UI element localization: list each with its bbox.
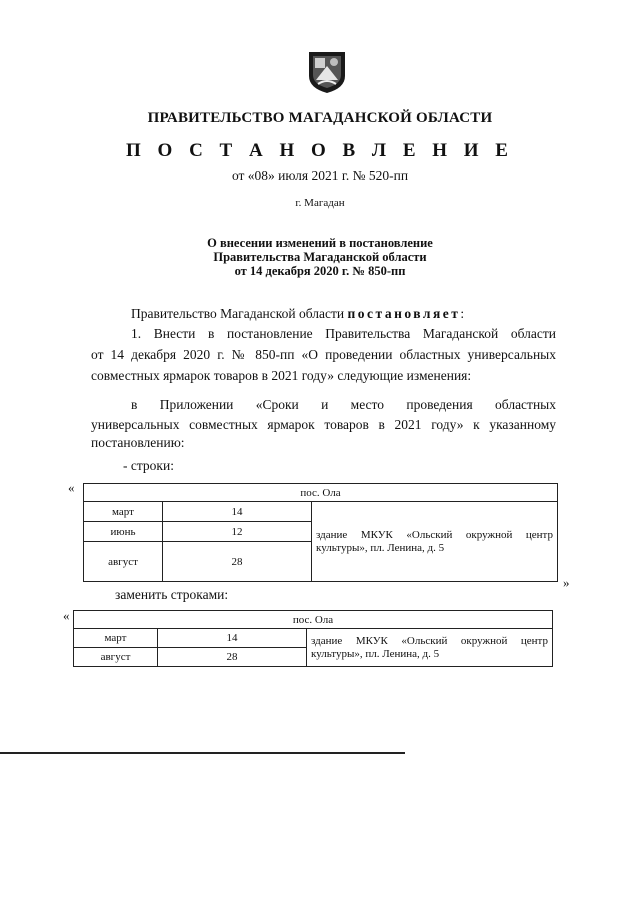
paragraph-2-line-2: универсальных совместных ярмарок товаров в 2021 году» к указанному bbox=[91, 417, 556, 432]
close-quote-old: » bbox=[563, 575, 570, 590]
new-rows-table bbox=[73, 610, 553, 667]
location-cell: здание МКУК «Ольский окружной центр культуры», пл. Ленина, д. 5 bbox=[307, 629, 553, 667]
strings-label: - строки: bbox=[123, 458, 174, 473]
intro-paragraph bbox=[131, 304, 464, 324]
paragraph-1-line-1: 1. Внести в постановление Правительства Магаданской области bbox=[131, 326, 556, 341]
paragraph-1-line-2: от 14 декабря 2020 г. № 850-пп «О проведении областных универсальных bbox=[91, 347, 556, 362]
day-cell: 14 bbox=[158, 629, 307, 648]
table-row bbox=[74, 629, 553, 648]
paragraph-1-line-3: совместных ярмарок товаров в 2021 году» следующие изменения: bbox=[91, 368, 472, 383]
subject-heading bbox=[0, 236, 640, 278]
month-cell: март bbox=[74, 629, 158, 648]
day-cell: 12 bbox=[163, 522, 312, 542]
replace-label: заменить строками: bbox=[115, 587, 229, 602]
date-number: от «08» июля 2021 г. № 520-пп bbox=[231, 168, 409, 183]
table-header-row bbox=[84, 484, 558, 502]
location-cell: здание МКУК «Ольский окружной центр культуры», пл. Ленина, д. 5 bbox=[312, 502, 558, 582]
table-header-cell: пос. Ола bbox=[74, 611, 553, 629]
month-cell: март bbox=[84, 502, 163, 522]
government-name: ПРАВИТЕЛЬСТВО МАГАДАНСКОЙ ОБЛАСТИ bbox=[147, 110, 493, 126]
document-title: П О С Т А Н О В Л Е Н И Е bbox=[126, 140, 514, 161]
table-row bbox=[84, 502, 558, 522]
table-header-row bbox=[74, 611, 553, 629]
open-quote-new: « bbox=[63, 608, 70, 623]
month-cell: август bbox=[74, 648, 158, 667]
coat-of-arms-emblem bbox=[306, 50, 348, 94]
intro-colon: : bbox=[460, 306, 465, 321]
table-header-cell: пос. Ола bbox=[84, 484, 558, 502]
intro-lead: Правительство Магаданской области bbox=[131, 306, 345, 321]
old-rows-table bbox=[83, 483, 558, 582]
day-cell: 14 bbox=[163, 502, 312, 522]
month-cell: июнь bbox=[84, 522, 163, 542]
subject-line-3: от 14 декабря 2020 г. № 850-пп bbox=[234, 264, 406, 278]
open-quote-old: « bbox=[68, 480, 75, 495]
paragraph-2-line-1: в Приложении «Сроки и место проведения областных bbox=[131, 397, 556, 412]
subject-line-2: Правительства Магаданской области bbox=[213, 250, 427, 264]
city: г. Магадан bbox=[295, 197, 345, 209]
intro-verb: постановляет bbox=[347, 306, 461, 321]
month-cell: август bbox=[84, 542, 163, 582]
day-cell: 28 bbox=[158, 648, 307, 667]
day-cell: 28 bbox=[163, 542, 312, 582]
bottom-divider bbox=[0, 752, 405, 754]
paragraph-2-line-3: постановлению: bbox=[91, 435, 185, 450]
subject-line-1: О внесении изменений в постановление bbox=[207, 236, 433, 250]
